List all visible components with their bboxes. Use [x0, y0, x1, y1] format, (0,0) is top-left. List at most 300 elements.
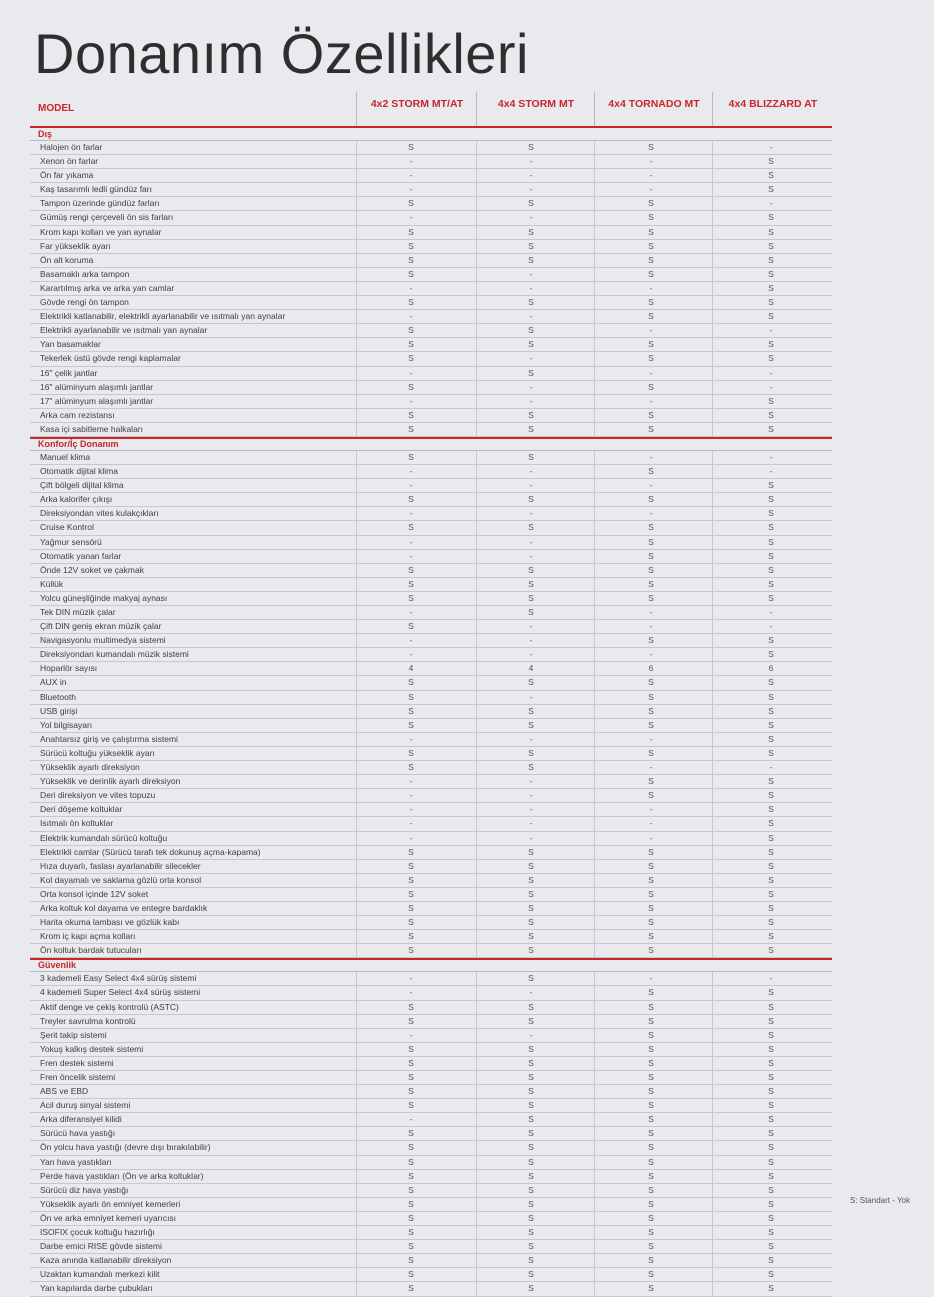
feature-value: S: [648, 1029, 654, 1040]
column-divider: [594, 888, 595, 901]
feature-value: S: [408, 917, 414, 928]
feature-value: -: [769, 325, 773, 336]
feature-value: S: [528, 677, 534, 688]
feature-value: S: [768, 649, 774, 660]
column-divider: [594, 775, 595, 788]
feature-value: S: [528, 705, 534, 716]
feature-value: -: [769, 381, 773, 392]
table-row: [30, 324, 832, 338]
feature-value: S: [648, 198, 654, 209]
column-divider: [594, 1113, 595, 1126]
feature-value: -: [409, 184, 413, 195]
feature-value: S: [648, 254, 654, 265]
feature-value: S: [528, 1015, 534, 1026]
column-divider: [712, 1240, 713, 1253]
feature-value: S: [408, 494, 414, 505]
feature-value: S: [408, 592, 414, 603]
feature-value: -: [649, 973, 653, 984]
column-divider: [594, 578, 595, 591]
page-title: Donanım Özellikleri: [34, 22, 529, 85]
feature-value: S: [528, 1156, 534, 1167]
feature-value: S: [408, 1015, 414, 1026]
feature-value: -: [649, 607, 653, 617]
feature-value: S: [768, 776, 774, 787]
feature-value: S: [528, 860, 534, 871]
feature-label: Çift DIN geniş ekran müzik çalar: [40, 621, 162, 632]
feature-value: -: [409, 790, 413, 801]
column-divider: [712, 1057, 713, 1070]
feature-value: S: [768, 1029, 774, 1040]
feature-value: S: [528, 846, 534, 857]
feature-value: -: [529, 804, 533, 815]
column-divider: [594, 296, 595, 309]
feature-value: S: [768, 1184, 774, 1195]
feature-value: -: [529, 790, 533, 801]
column-divider: [594, 395, 595, 408]
feature-value: -: [409, 508, 413, 519]
feature-label: Arka diferansiyel kilidi: [40, 1114, 122, 1125]
feature-value: -: [769, 367, 773, 378]
table-row: [30, 1170, 832, 1184]
column-divider: [712, 1141, 713, 1154]
column-divider: [594, 916, 595, 929]
column-divider: [594, 550, 595, 563]
feature-value: S: [408, 564, 414, 575]
column-divider: [594, 676, 595, 689]
feature-value: S: [528, 973, 534, 984]
column-divider: [594, 1001, 595, 1014]
column-divider: [712, 648, 713, 661]
feature-value: S: [528, 592, 534, 603]
feature-value: S: [528, 1255, 534, 1266]
model-column-label: MODEL: [38, 103, 75, 114]
column-divider: [594, 719, 595, 732]
feature-value: -: [529, 353, 533, 364]
feature-label: Yan kapılarda darbe çubukları: [40, 1283, 153, 1294]
column-divider: [712, 606, 713, 619]
column-divider: [594, 747, 595, 760]
column-divider: [594, 338, 595, 351]
column-divider: [594, 789, 595, 802]
table-row: [30, 141, 832, 155]
column-divider: [712, 691, 713, 704]
feature-value: S: [768, 550, 774, 561]
column-divider: [594, 197, 595, 210]
feature-value: S: [648, 846, 654, 857]
feature-value: S: [408, 1241, 414, 1252]
feature-value: S: [528, 367, 534, 378]
feature-value: -: [409, 804, 413, 815]
feature-value: S: [648, 494, 654, 505]
table-row: [30, 592, 832, 606]
table-row: [30, 719, 832, 733]
table-row: [30, 282, 832, 296]
column-divider: [712, 817, 713, 830]
feature-value: -: [769, 973, 773, 984]
column-divider: [712, 620, 713, 633]
table-row: [30, 352, 832, 366]
table-row: [30, 578, 832, 592]
feature-value: S: [528, 1114, 534, 1125]
column-divider: [712, 1099, 713, 1112]
feature-value: -: [529, 550, 533, 561]
feature-label: Darbe emici RISE gövde sistemi: [40, 1241, 162, 1252]
feature-value: -: [769, 762, 773, 773]
feature-value: -: [529, 268, 533, 279]
feature-label: 4 kademeli Super Select 4x4 sürüş sistemi: [40, 987, 201, 998]
feature-value: -: [409, 649, 413, 660]
feature-value: S: [648, 1001, 654, 1012]
column-divider: [594, 1043, 595, 1056]
feature-label: USB girişi: [40, 705, 78, 716]
column-divider: [712, 944, 713, 957]
feature-value: S: [768, 733, 774, 744]
feature-value: S: [408, 1142, 414, 1153]
feature-value: -: [529, 621, 533, 632]
feature-value: S: [528, 1057, 534, 1068]
column-divider: [712, 1071, 713, 1084]
feature-value: 4: [408, 663, 414, 674]
feature-label: Gümüş rengi çerçeveli ön sis farları: [40, 212, 174, 223]
feature-value: -: [649, 621, 653, 632]
feature-value: S: [528, 1283, 534, 1294]
column-divider: [594, 507, 595, 520]
column-divider: [712, 1254, 713, 1267]
feature-value: S: [648, 888, 654, 899]
feature-value: -: [529, 282, 533, 293]
feature-value: S: [408, 409, 414, 420]
feature-value: S: [408, 1198, 414, 1209]
column-divider: [594, 211, 595, 224]
feature-label: Elektrik kumandalı sürücü koltuğu: [40, 832, 168, 843]
column-divider: [594, 634, 595, 647]
column-divider: [712, 930, 713, 943]
table-row: [30, 1029, 832, 1043]
feature-value: S: [768, 1198, 774, 1209]
feature-label: Hıza duyarlı, faslası ayarlanabilir silecekler: [40, 860, 201, 871]
feature-label: Acil duruş sinyal sistemi: [40, 1100, 131, 1111]
feature-value: S: [648, 987, 654, 998]
column-divider: [712, 367, 713, 380]
feature-value: S: [408, 268, 414, 279]
feature-value: S: [528, 719, 534, 730]
feature-value: S: [768, 1086, 774, 1097]
column-divider: [712, 521, 713, 534]
feature-value: S: [768, 874, 774, 885]
feature-value: S: [768, 860, 774, 871]
column-divider: [712, 381, 713, 394]
table-row: [30, 1198, 832, 1212]
feature-value: -: [409, 156, 413, 167]
table-row: [30, 1113, 832, 1127]
feature-value: S: [408, 762, 414, 773]
feature-value: -: [529, 733, 533, 744]
feature-value: -: [769, 621, 773, 632]
feature-value: S: [408, 705, 414, 716]
column-divider: [594, 1071, 595, 1084]
column-divider: [712, 423, 713, 436]
column-divider: [712, 789, 713, 802]
feature-value: S: [768, 282, 774, 293]
feature-value: -: [529, 156, 533, 167]
feature-value: S: [648, 860, 654, 871]
feature-value: -: [529, 691, 533, 702]
column-divider: [712, 1001, 713, 1014]
feature-value: -: [409, 170, 413, 181]
table-row: [30, 240, 832, 254]
feature-value: -: [649, 649, 653, 660]
column-divider: [712, 634, 713, 647]
feature-value: S: [648, 1043, 654, 1054]
feature-value: S: [648, 240, 654, 251]
column-divider: [594, 310, 595, 323]
feature-value: S: [408, 874, 414, 885]
feature-label: ABS ve EBD: [40, 1086, 89, 1097]
table-row: [30, 972, 832, 986]
feature-value: S: [408, 339, 414, 350]
column-divider: [712, 1212, 713, 1225]
column-divider: [594, 592, 595, 605]
feature-label: 16" alüminyum alaşımlı jantlar: [40, 381, 154, 392]
column-divider: [712, 832, 713, 845]
feature-value: -: [409, 987, 413, 998]
feature-value: S: [768, 1255, 774, 1266]
column-divider: [712, 1282, 713, 1295]
table-row: [30, 860, 832, 874]
table-row: [30, 1282, 832, 1296]
feature-value: -: [649, 508, 653, 519]
feature-value: S: [768, 423, 774, 434]
column-divider: [594, 226, 595, 239]
feature-value: S: [648, 1283, 654, 1294]
feature-label: Karartılmış arka ve arka yan camlar: [40, 282, 175, 293]
column-divider: [712, 1015, 713, 1028]
feature-value: S: [408, 325, 414, 336]
feature-value: S: [408, 719, 414, 730]
feature-value: S: [768, 1170, 774, 1181]
table-row: [30, 606, 832, 620]
column-divider: [594, 409, 595, 422]
feature-value: S: [768, 691, 774, 702]
feature-label: Elektrikli ayarlanabilir ve ısıtmalı yan aynalar: [40, 325, 208, 336]
feature-value: S: [408, 240, 414, 251]
feature-label: Uzaktan kumandalı merkezi kilit: [40, 1269, 160, 1280]
feature-value: S: [528, 902, 534, 913]
feature-value: S: [528, 451, 534, 462]
table-row: [30, 1184, 832, 1198]
feature-value: S: [408, 677, 414, 688]
feature-value: S: [648, 945, 654, 956]
table-row: [30, 536, 832, 550]
feature-value: S: [648, 409, 654, 420]
feature-label: 3 kademeli Easy Select 4x4 sürüş sistemi: [40, 973, 197, 984]
feature-label: Önde 12V soket ve çakmak: [40, 564, 144, 575]
feature-value: S: [768, 254, 774, 265]
column-divider: [712, 972, 713, 985]
table-row: [30, 620, 832, 634]
feature-value: S: [528, 762, 534, 773]
feature-value: S: [768, 578, 774, 589]
feature-value: -: [409, 311, 413, 322]
column-divider: [594, 1282, 595, 1295]
feature-value: -: [529, 1029, 533, 1040]
column-divider: [712, 536, 713, 549]
feature-value: -: [529, 311, 533, 322]
feature-value: S: [528, 1072, 534, 1082]
column-divider: [594, 465, 595, 478]
section-heading: Güvenlik: [30, 960, 832, 972]
column-divider: [712, 662, 713, 675]
column-divider: [712, 1184, 713, 1197]
feature-value: S: [528, 1142, 534, 1153]
feature-value: S: [768, 170, 774, 181]
column-divider: [594, 1226, 595, 1239]
feature-value: S: [768, 1114, 774, 1125]
feature-value: -: [769, 198, 773, 209]
feature-value: S: [768, 1100, 774, 1111]
feature-value: S: [648, 874, 654, 885]
feature-value: S: [408, 846, 414, 857]
feature-label: Ön yolcu hava yastığı (devre dışı bırakılabilir): [40, 1142, 211, 1153]
feature-label: Basamaklı arka tampon: [40, 268, 130, 279]
table-row: [30, 197, 832, 211]
feature-label: Krom kapı kolları ve yan aynalar: [40, 226, 162, 237]
table-row: [30, 916, 832, 930]
table-row: [30, 930, 832, 944]
feature-value: S: [768, 522, 774, 533]
feature-label: Ön ve arka emniyet kemeri uyarıcısı: [40, 1212, 177, 1223]
feature-value: S: [528, 254, 534, 265]
feature-label: Fren öncelik sistemi: [40, 1072, 116, 1082]
column-divider: [712, 1198, 713, 1211]
feature-value: S: [408, 860, 414, 871]
feature-label: Küllük: [40, 578, 64, 589]
feature-value: S: [648, 212, 654, 223]
feature-value: S: [528, 1212, 534, 1223]
column-header-4x2-storm: 4x2 STORM MT/AT: [356, 92, 477, 126]
feature-value: -: [409, 832, 413, 843]
column-divider: [594, 479, 595, 492]
feature-value: S: [648, 550, 654, 561]
feature-label: Tampon üzerinde gündüz farları: [40, 198, 160, 209]
feature-value: S: [768, 339, 774, 350]
feature-label: Yolcu güneşliğinde makyaj aynası: [40, 592, 168, 603]
feature-value: S: [528, 1184, 534, 1195]
feature-label: Harita okuma lambası ve gözlük kabı: [40, 917, 180, 928]
feature-value: S: [768, 395, 774, 406]
table-row: [30, 846, 832, 860]
column-divider: [594, 860, 595, 873]
feature-value: S: [648, 719, 654, 730]
column-divider: [712, 282, 713, 295]
feature-value: S: [408, 902, 414, 913]
table-row: [30, 634, 832, 648]
feature-value: S: [768, 1043, 774, 1054]
table-row: [30, 1268, 832, 1282]
feature-value: S: [768, 212, 774, 223]
feature-value: S: [648, 1241, 654, 1252]
feature-value: S: [648, 1114, 654, 1125]
column-divider: [712, 465, 713, 478]
feature-value: -: [409, 635, 413, 646]
column-divider: [594, 183, 595, 196]
feature-value: S: [648, 776, 654, 787]
feature-label: Ön koltuk bardak tutucuları: [40, 945, 142, 956]
feature-value: -: [649, 818, 653, 829]
feature-value: S: [528, 1100, 534, 1111]
feature-value: -: [409, 733, 413, 744]
table-row: [30, 733, 832, 747]
column-divider: [594, 1085, 595, 1098]
column-divider: [594, 1141, 595, 1154]
table-row: [30, 1127, 832, 1141]
column-divider: [594, 1057, 595, 1070]
table-row: [30, 944, 832, 958]
feature-value: S: [408, 423, 414, 434]
feature-value: S: [768, 592, 774, 603]
table-row: [30, 507, 832, 521]
feature-value: S: [648, 1269, 654, 1280]
table-row: [30, 662, 832, 676]
table-header: [30, 92, 832, 126]
feature-value: S: [768, 1001, 774, 1012]
feature-label: Elektrikli camlar (Sürücü tarafı tek dokunuş açma-kapama): [40, 846, 261, 857]
feature-value: S: [648, 564, 654, 575]
feature-value: -: [409, 395, 413, 406]
feature-value: S: [648, 268, 654, 279]
feature-label: Tekerlek üstü gövde rengi kaplamalar: [40, 353, 181, 364]
table-row: [30, 1001, 832, 1015]
feature-value: S: [768, 832, 774, 843]
column-divider: [594, 1170, 595, 1183]
feature-value: S: [528, 240, 534, 251]
table-row: [30, 1226, 832, 1240]
feature-value: -: [649, 480, 653, 491]
column-divider: [712, 268, 713, 281]
feature-value: S: [648, 226, 654, 237]
table-row: [30, 367, 832, 381]
feature-label: Yol bilgisayarı: [40, 719, 93, 730]
feature-label: ISOFIX çocuk koltuğu hazırlığı: [40, 1227, 155, 1238]
feature-label: Perde hava yastıkları (Ön ve arka koltuklar): [40, 1170, 204, 1181]
feature-value: S: [408, 522, 414, 533]
feature-value: -: [409, 1029, 413, 1040]
column-divider: [712, 846, 713, 859]
column-divider: [594, 662, 595, 675]
feature-value: S: [768, 297, 774, 308]
table-row: [30, 395, 832, 409]
column-divider: [594, 606, 595, 619]
feature-value: S: [408, 1072, 414, 1082]
column-divider: [712, 676, 713, 689]
feature-label: Ön alt koruma: [40, 254, 94, 265]
feature-label: Otomatik yanan farlar: [40, 550, 122, 561]
feature-value: S: [768, 1269, 774, 1280]
column-divider: [712, 1043, 713, 1056]
feature-value: -: [529, 508, 533, 519]
column-divider: [594, 620, 595, 633]
table-row: [30, 1156, 832, 1170]
column-divider: [712, 155, 713, 168]
feature-value: -: [409, 466, 413, 477]
feature-value: S: [648, 1184, 654, 1195]
feature-value: S: [528, 226, 534, 237]
feature-value: S: [528, 607, 534, 617]
feature-value: S: [528, 1227, 534, 1238]
column-divider: [712, 451, 713, 464]
feature-value: S: [648, 522, 654, 533]
table-row: [30, 1043, 832, 1057]
